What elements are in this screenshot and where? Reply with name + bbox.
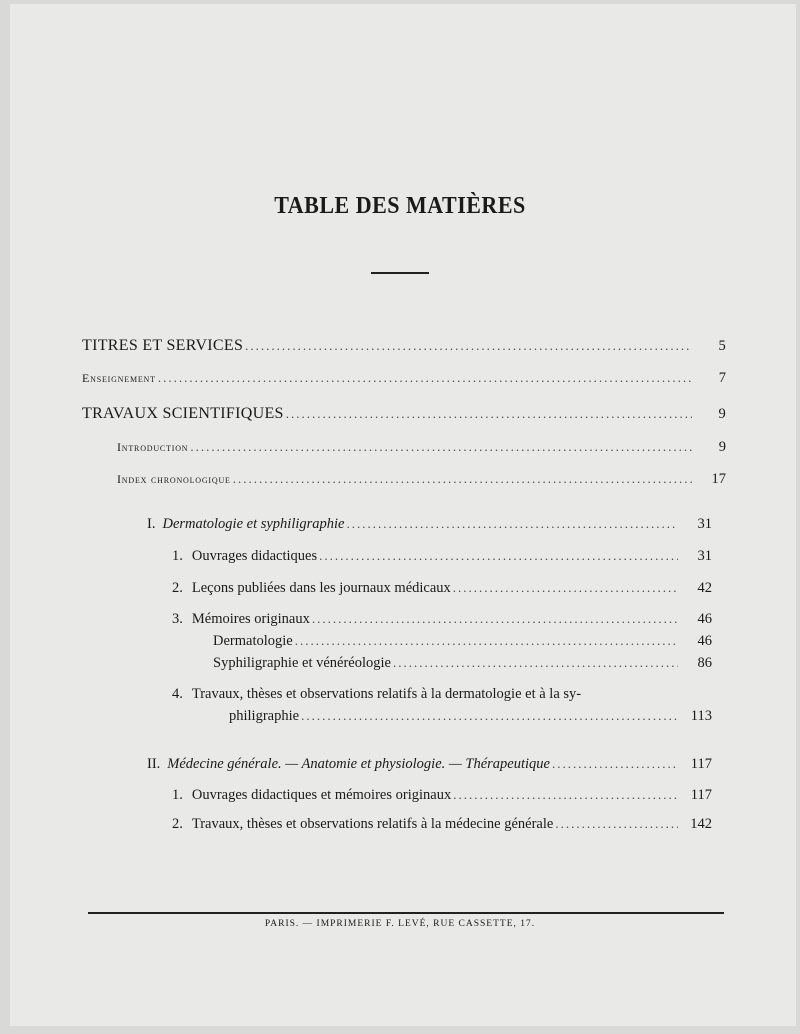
dot-leader: [312, 611, 678, 627]
item-number: 3.: [172, 611, 183, 627]
toc-label: Syphiligraphie et vénéréologie: [213, 655, 391, 671]
toc-entry-2-2: [172, 816, 712, 833]
toc-label: Ouvrages didactiques: [191, 548, 318, 564]
dot-leader: [286, 406, 692, 422]
toc-label: Médecine générale. — Anatomie et physiologie. — Thérapeutique: [167, 756, 550, 772]
item-number: 2.: [172, 580, 183, 596]
toc-entry-1-2: [172, 580, 712, 597]
toc-page: 31: [697, 516, 712, 532]
toc-label: Ouvrages didactiques et mémoires originaux: [191, 787, 452, 803]
section-number: II.: [147, 756, 161, 772]
printer-imprint: PARIS. — IMPRIMERIE F. LEVÉ, RUE CASSETTE, 17.: [264, 919, 536, 929]
toc-entry-section-1: [147, 516, 712, 533]
item-number: 4.: [172, 686, 183, 702]
toc-page: 117: [690, 756, 712, 772]
dot-leader: [555, 816, 678, 832]
toc-entry-1-3: [172, 611, 712, 628]
toc-page: 9: [718, 439, 726, 455]
toc-label: Leçons publiées dans les journaux médicaux: [191, 580, 451, 596]
section-number: I.: [147, 516, 156, 532]
toc-page: 9: [718, 406, 726, 422]
dot-leader: [190, 439, 692, 455]
page-title: TABLE DES MATIÈRES: [274, 190, 526, 219]
item-number: 1.: [172, 787, 183, 803]
toc-label-continued: philigraphie: [229, 708, 300, 724]
dot-leader: [552, 756, 678, 772]
dot-leader: [295, 633, 678, 649]
toc-entry-index: [117, 471, 726, 488]
toc-label: TITRES ET SERVICES: [82, 337, 244, 354]
dot-leader: [301, 708, 678, 724]
toc-label: TRAVAUX SCIENTIFIQUES: [82, 405, 284, 422]
dot-leader: [319, 548, 678, 564]
toc-entry-1-3-b: [213, 655, 712, 672]
toc-label: Index chronologique: [117, 472, 231, 486]
toc-entry-1-4-line1: [172, 686, 581, 703]
toc-entry-1-4-line2: [229, 708, 712, 725]
dot-leader: [453, 787, 678, 803]
toc-page: 17: [711, 471, 726, 487]
footer-rule: [88, 912, 724, 914]
toc-page: 142: [690, 816, 712, 832]
toc-page: 46: [697, 611, 712, 627]
toc-label: Travaux, thèses et observations relatifs à la dermatologie et à la sy-: [191, 686, 582, 702]
toc-entry-titres: [82, 337, 726, 355]
toc-page: 42: [697, 580, 712, 596]
dot-leader: [233, 471, 692, 487]
dot-leader: [245, 338, 692, 354]
toc-label: Mémoires originaux: [191, 611, 310, 627]
toc-page: 5: [718, 338, 726, 354]
toc-page: 86: [697, 655, 712, 671]
document-page: [10, 4, 796, 1026]
toc-page: 113: [690, 708, 712, 724]
toc-entry-introduction: [117, 439, 726, 456]
toc-entry-section-2: [147, 756, 712, 773]
toc-entry-1-3-a: [213, 633, 712, 650]
toc-label: Dermatologie et syphiligraphie: [162, 516, 345, 532]
item-number: 1.: [172, 548, 183, 564]
toc-label: Introduction: [117, 440, 189, 454]
toc-label: Enseignement: [82, 371, 156, 385]
toc-label: Dermatologie: [213, 633, 293, 649]
dot-leader: [158, 370, 692, 386]
toc-entry-1-1: [172, 548, 712, 565]
toc-page: 31: [697, 548, 712, 564]
dot-leader: [453, 580, 678, 596]
toc-page: 46: [697, 633, 712, 649]
toc-entry-enseignement: [82, 370, 726, 387]
toc-page: 117: [690, 787, 712, 803]
toc-page: 7: [718, 370, 726, 386]
dot-leader: [347, 516, 679, 532]
toc-label: Travaux, thèses et observations relatifs à la médecine générale: [191, 816, 554, 832]
item-number: 2.: [172, 816, 183, 832]
title-rule: [371, 272, 429, 274]
toc-entry-2-1: [172, 787, 712, 804]
dot-leader: [393, 655, 678, 671]
toc-entry-travaux: [82, 405, 726, 423]
